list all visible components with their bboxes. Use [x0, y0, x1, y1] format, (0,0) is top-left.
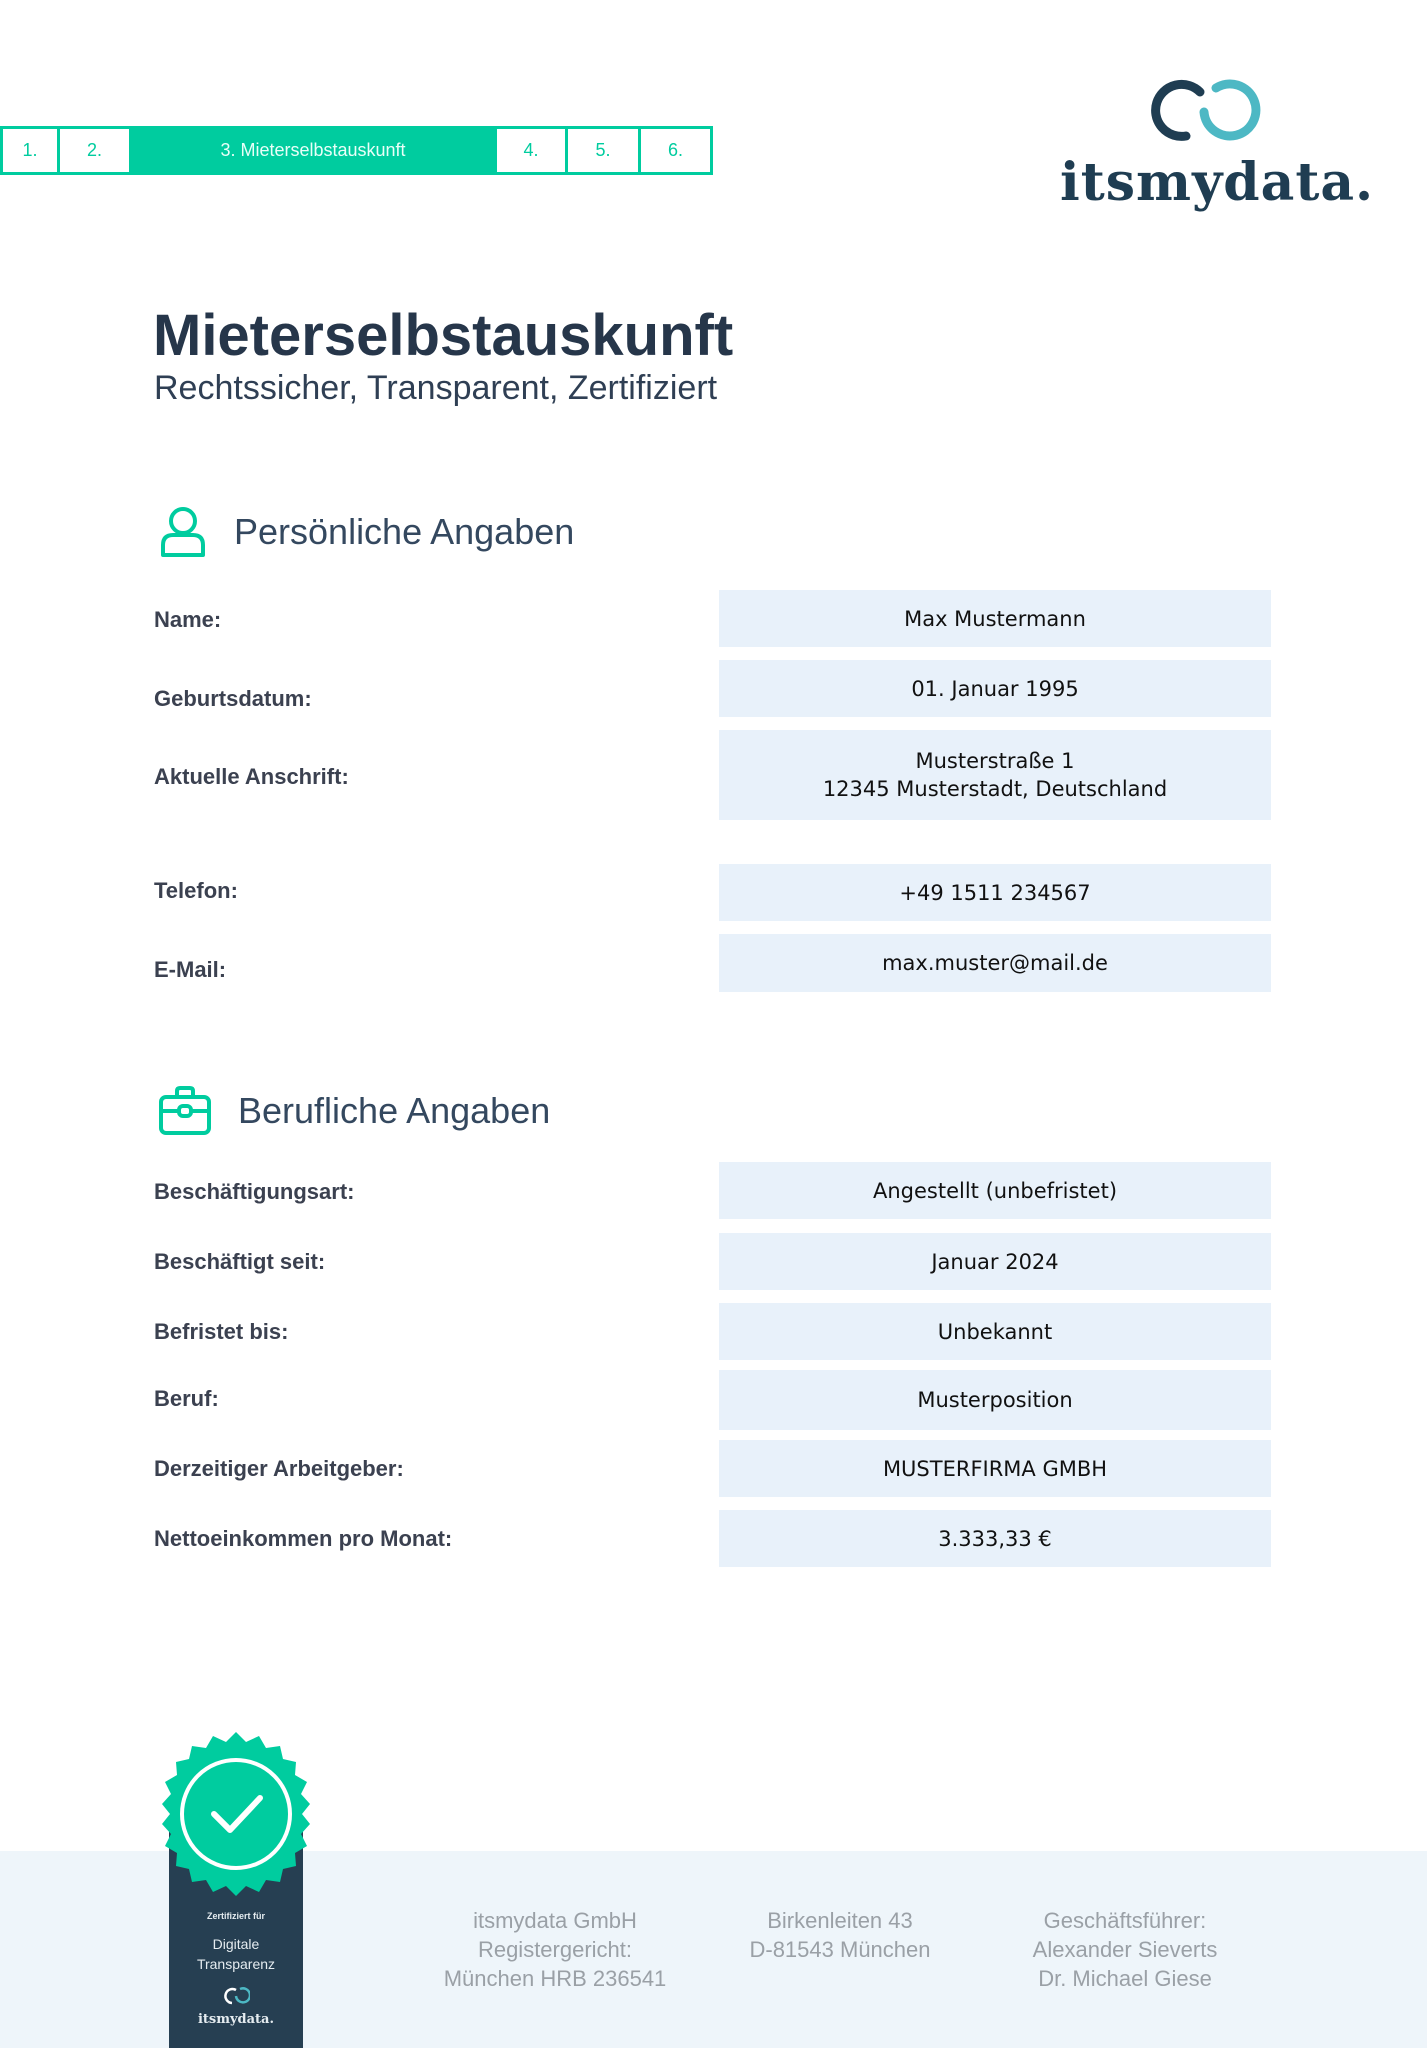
- badge-logo-rings-icon: [222, 1986, 250, 2006]
- label-employment-type: Beschäftigungsart:: [154, 1179, 355, 1204]
- step-4[interactable]: 4.: [497, 126, 568, 175]
- page-title: Mieterselbstauskunft: [153, 303, 734, 368]
- label-occupation: Beruf:: [154, 1386, 219, 1411]
- logo-rings-icon: [1142, 78, 1262, 150]
- label-fixed-term-until: Befristet bis:: [154, 1319, 289, 1344]
- section-personal-header: [158, 505, 574, 559]
- value-fixed-term-until: Unbekannt: [719, 1303, 1271, 1360]
- value-phone: +49 1511 234567: [719, 864, 1271, 921]
- step-3-active[interactable]: 3. Mieterselbstauskunft: [132, 126, 497, 175]
- logo-wordmark: itsmydata.: [1060, 152, 1375, 213]
- footer-address: Birkenleiten 43 D-81543 München: [749, 1908, 931, 1962]
- company-logo: [1060, 74, 1375, 224]
- label-email: E-Mail:: [154, 957, 227, 982]
- footer-company: itsmydata GmbH Registergericht: München HRB 236541: [443, 1908, 667, 1991]
- value-email: max.muster@mail.de: [719, 934, 1271, 992]
- value-employed-since: Januar 2024: [719, 1233, 1271, 1290]
- value-birthdate: 01. Januar 1995: [719, 660, 1271, 717]
- user-icon: [158, 505, 208, 559]
- step-1[interactable]: 1.: [0, 126, 60, 175]
- progress-stepper: [0, 126, 713, 175]
- checkmark-seal-icon: [152, 1730, 320, 1898]
- page-subtitle: Rechtssicher, Transparent, Zertifiziert: [154, 369, 718, 407]
- label-birthdate: Geburtsdatum:: [154, 686, 312, 711]
- label-employer: Derzeitiger Arbeitgeber:: [154, 1456, 404, 1481]
- section-professional-title: Berufliche Angaben: [238, 1090, 551, 1131]
- label-name: Name:: [154, 607, 222, 632]
- label-employed-since: Beschäftigt seit:: [154, 1249, 326, 1274]
- value-occupation: Musterposition: [719, 1370, 1271, 1430]
- value-name: Max Mustermann: [719, 590, 1271, 647]
- label-phone: Telefon:: [154, 878, 238, 903]
- step-2[interactable]: 2.: [60, 126, 132, 175]
- badge-brand: itsmydata.: [197, 2012, 275, 2027]
- value-employment-type: Angestellt (unbefristet): [719, 1162, 1271, 1219]
- value-address: Musterstraße 1 12345 Musterstadt, Deutschland: [719, 730, 1271, 820]
- briefcase-icon: [158, 1085, 212, 1137]
- badge-line1: Digitale: [212, 1936, 260, 1952]
- section-personal-title: Persönliche Angaben: [234, 511, 575, 552]
- step-6[interactable]: 6.: [641, 126, 713, 175]
- badge-line2: Transparenz: [196, 1956, 276, 1972]
- label-address: Aktuelle Anschrift:: [154, 764, 349, 789]
- value-net-income: 3.333,33 €: [719, 1510, 1271, 1567]
- step-5[interactable]: 5.: [568, 126, 641, 175]
- value-employer: MUSTERFIRMA GMBH: [719, 1440, 1271, 1497]
- section-professional-header: [158, 1085, 550, 1137]
- badge-certified-for: Zertifiziert für: [206, 1911, 265, 1921]
- label-net-income: Nettoeinkommen pro Monat:: [154, 1526, 453, 1551]
- footer-management: Geschäftsführer: Alexander Sieverts Dr. Michael Giese: [1032, 1908, 1218, 1991]
